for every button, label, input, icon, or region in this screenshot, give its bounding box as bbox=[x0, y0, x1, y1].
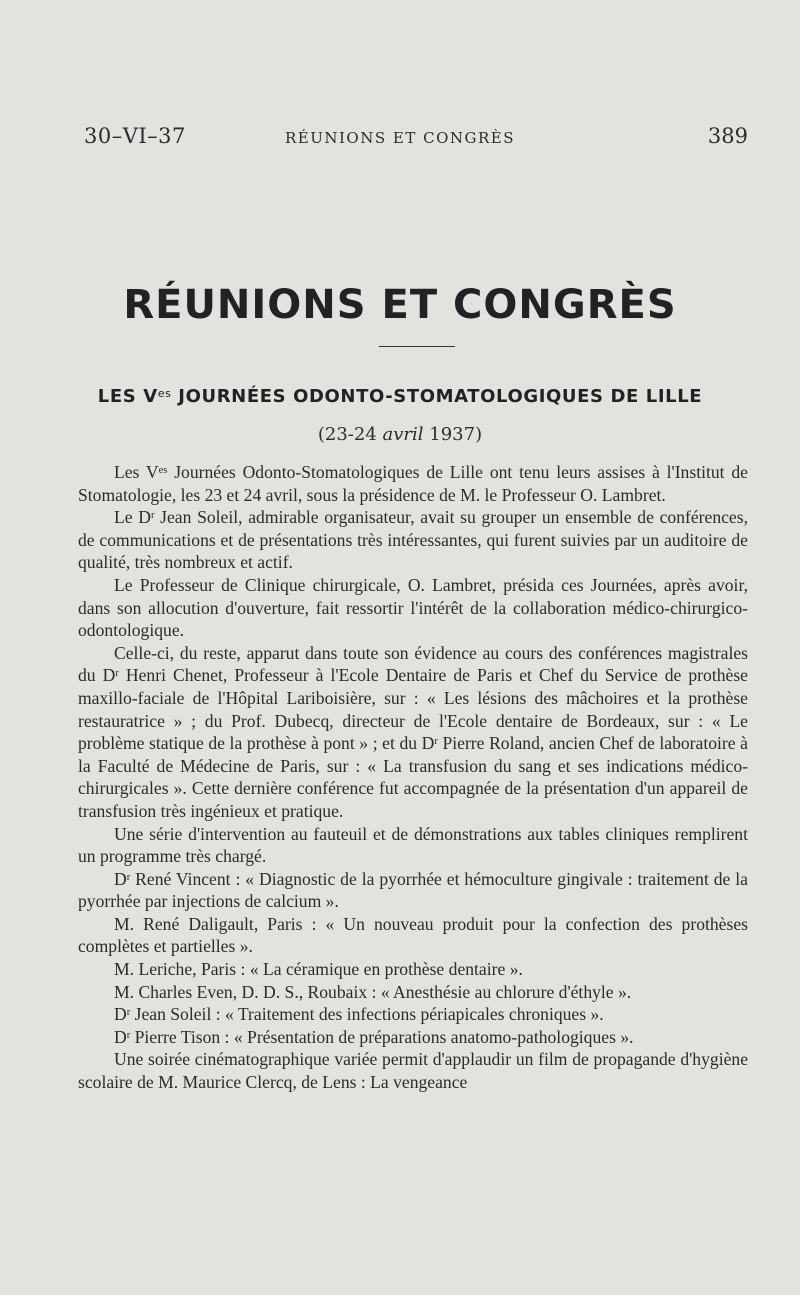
paragraph-text: Jean Soleil : « Traitement des infections périapicales chroniques ». bbox=[130, 1004, 604, 1025]
superscript: r bbox=[150, 510, 155, 522]
paragraph-text: M. Leriche, Paris : « La céramique en prothèse dentaire ». bbox=[114, 959, 523, 980]
body-paragraph bbox=[78, 823, 748, 868]
article-title bbox=[0, 386, 800, 407]
article-body bbox=[78, 461, 748, 1094]
paragraph-text: M. René Daligault, Paris : « Un nouveau produit pour la confection des prothèses complètes et partielles ». bbox=[78, 913, 748, 957]
paragraph-text: Henri Chenet, Professeur à l'Ecole Dentaire de Paris et Chef du Service de prothèse maxillo-faciale de l'Hôpital Lariboisière, sur : « Les lésions des mâchoires et la prothèse restauratrice » ; du Prof. Dubecq, directeur de l'Ecole dentaire de Bordeaux, sur : « Le problème statique de la prothèse à pont » ; et du D bbox=[78, 665, 748, 754]
paragraph-text: D bbox=[114, 1004, 127, 1025]
article-dates bbox=[0, 424, 800, 445]
paragraph-text: René Vincent : « Diagnostic de la pyorrhée et hémoculture gingivale : traitement de la pyorrhée par injections de calcium ». bbox=[78, 868, 748, 912]
body-paragraph bbox=[78, 868, 748, 913]
body-paragraph bbox=[78, 913, 748, 958]
issue-date: 30–VI–37 bbox=[84, 124, 186, 148]
body-paragraph bbox=[78, 1026, 748, 1049]
paragraph-text: Le D bbox=[114, 507, 151, 528]
body-paragraph bbox=[78, 1048, 748, 1093]
dates-month: avril bbox=[382, 424, 424, 445]
body-paragraph bbox=[78, 1003, 748, 1026]
title-divider bbox=[379, 346, 455, 347]
dates-end: 1937) bbox=[423, 424, 483, 445]
paragraph-text: D bbox=[114, 868, 127, 889]
body-paragraph bbox=[78, 958, 748, 981]
paragraph-text: Pierre Tison : « Présentation de préparations anatomo-pathologiques ». bbox=[130, 1026, 634, 1047]
dates-start: (23-24 bbox=[317, 424, 383, 445]
superscript: r bbox=[126, 871, 131, 883]
running-section-title: RÉUNIONS ET CONGRÈS bbox=[284, 129, 516, 147]
body-paragraph bbox=[78, 574, 748, 642]
paragraph-text: Le Professeur de Clinique chirurgicale, O. Lambret, présida ces Journées, après avoir, dans son allocution d'ouverture, fait ressortir l'intérêt de la collaboration médico-chirurgico-odontologique. bbox=[78, 574, 748, 641]
paragraph-text: M. Charles Even, D. D. S., Roubaix : « Anesthésie au chlorure d'éthyle ». bbox=[114, 981, 632, 1002]
body-paragraph bbox=[78, 981, 748, 1004]
page-title: RÉUNIONS ET CONGRÈS bbox=[123, 282, 677, 328]
body-paragraph bbox=[78, 461, 748, 506]
article-title-end: JOURNÉES ODONTO-STOMATOLOGIQUES DE LILLE bbox=[171, 386, 703, 407]
paragraph-text: Les V bbox=[114, 462, 159, 482]
paragraph-text: Une soirée cinématographique variée permit d'applaudir un film de propagande d'hygiène scolaire de M. Maurice Clercq, de Lens : La vengeance bbox=[78, 1049, 748, 1093]
paragraph-text: Une série d'intervention au fauteuil et de démonstrations aux tables cliniques remplirent un programme très chargé. bbox=[78, 823, 748, 867]
superscript: r bbox=[434, 736, 438, 748]
paragraph-text: D bbox=[114, 1026, 127, 1047]
body-paragraph bbox=[78, 506, 748, 574]
paragraph-text: Celle-ci, du reste, apparut dans toute son évidence au cours des conférences magistrales du D bbox=[78, 642, 748, 686]
superscript: r bbox=[126, 1029, 131, 1041]
superscript: r bbox=[115, 668, 119, 680]
paragraph-text: Pierre Roland, ancien Chef de laboratoire à la Faculté de Médecine de Paris, sur : « La transfusion du sang et ses indications médico-chirurgicales ». Cette dernière conférence fut accompagnée de la présentation d'un appareil de transfusion très ingénieux et pratique. bbox=[78, 733, 748, 821]
superscript: r bbox=[126, 1007, 131, 1019]
running-head bbox=[0, 124, 800, 154]
paragraph-text: Jean Soleil, admirable organisateur, avait su grouper un ensemble de conférences, de communications et de présentations très intéressantes, qui furent suivies par un auditoire de qualité, très nombreux et actif. bbox=[78, 507, 748, 573]
page-number: 389 bbox=[707, 124, 748, 148]
body-paragraph bbox=[78, 642, 748, 823]
superscript: es bbox=[158, 465, 168, 476]
article-title-superscript: es bbox=[157, 387, 172, 400]
paragraph-text: Journées Odonto-Stomatologiques de Lille ont tenu leurs assises à l'Institut de Stomatologie, les 23 et 24 avril, sous la présidence de M. le Professeur O. Lambret. bbox=[78, 462, 748, 505]
article-title-start: LES V bbox=[97, 386, 158, 407]
